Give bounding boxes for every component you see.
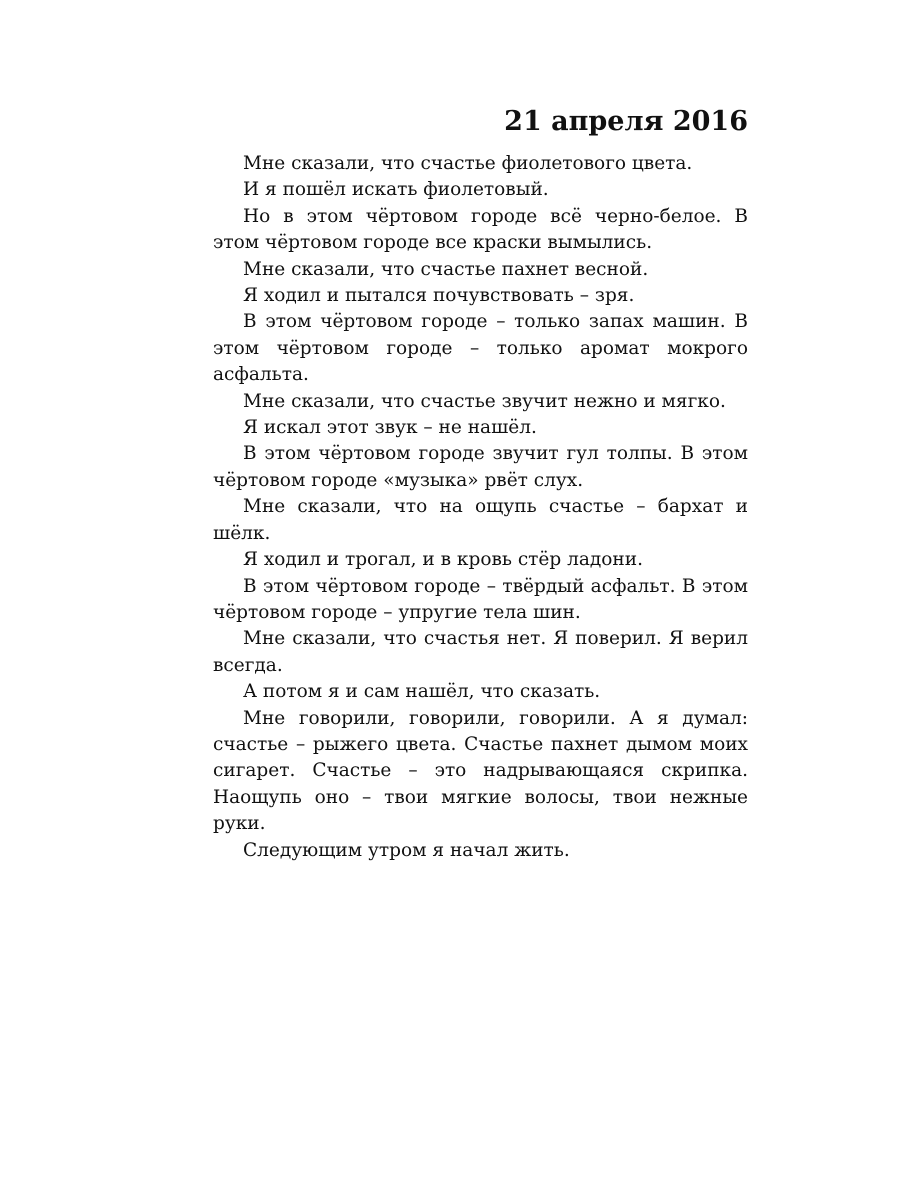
paragraph: Я искал этот звук – не нашёл. [243,417,537,439]
paragraph: Я ходил и пытался почувствовать – зря. [243,285,635,307]
paragraph: Мне сказали, что счастье звучит нежно и мягко. [243,390,726,412]
paragraph: Мне сказали, что счастья нет. Я поверил. Я верил всегда. [213,628,748,676]
paragraph: А потом я и сам нашёл, что сказать. [243,681,601,703]
paragraph: Мне сказали, что счастье фиолетового цвета. [243,153,693,174]
paragraph: Мне говорили, говорили, говорили. А я думал: счастье – рыжего цвета. Счастье пахнет дымом моих сигарет. Счастье – это надрывающаяся скрипка. Наощупь оно – твои мягкие волосы, твои нежные руки. [213,707,748,835]
paragraph: Но в этом чёртовом городе всё черно-белое. В этом чёртовом городе все краски вымылись. [213,205,748,254]
paragraph: И я пошёл искать фиолетовый. [243,179,549,201]
paragraph: В этом чёртовом городе – только запах машин. В этом чёртовом городе – только аромат мокрого асфальта. [213,311,748,386]
paragraph: Мне сказали, что счастье пахнет весной. [243,258,649,280]
page-date-heading: 21 апреля 2016 [504,106,748,137]
paragraph: Мне сказали, что на ощупь счастье – бархат и шёлк. [213,496,748,544]
paragraph: В этом чёртовом городе – твёрдый асфальт. В этом чёртовом городе – упругие тела шин. [213,575,748,623]
paragraph: В этом чёртовом городе звучит гул толпы. В этом чёртовом городе «музыка» рвёт слух. [213,443,748,491]
paragraph: Следующим утром я начал жить. [243,839,570,861]
paragraph: Я ходил и трогал, и в кровь стёр ладони. [243,549,643,571]
text-body [213,151,748,864]
